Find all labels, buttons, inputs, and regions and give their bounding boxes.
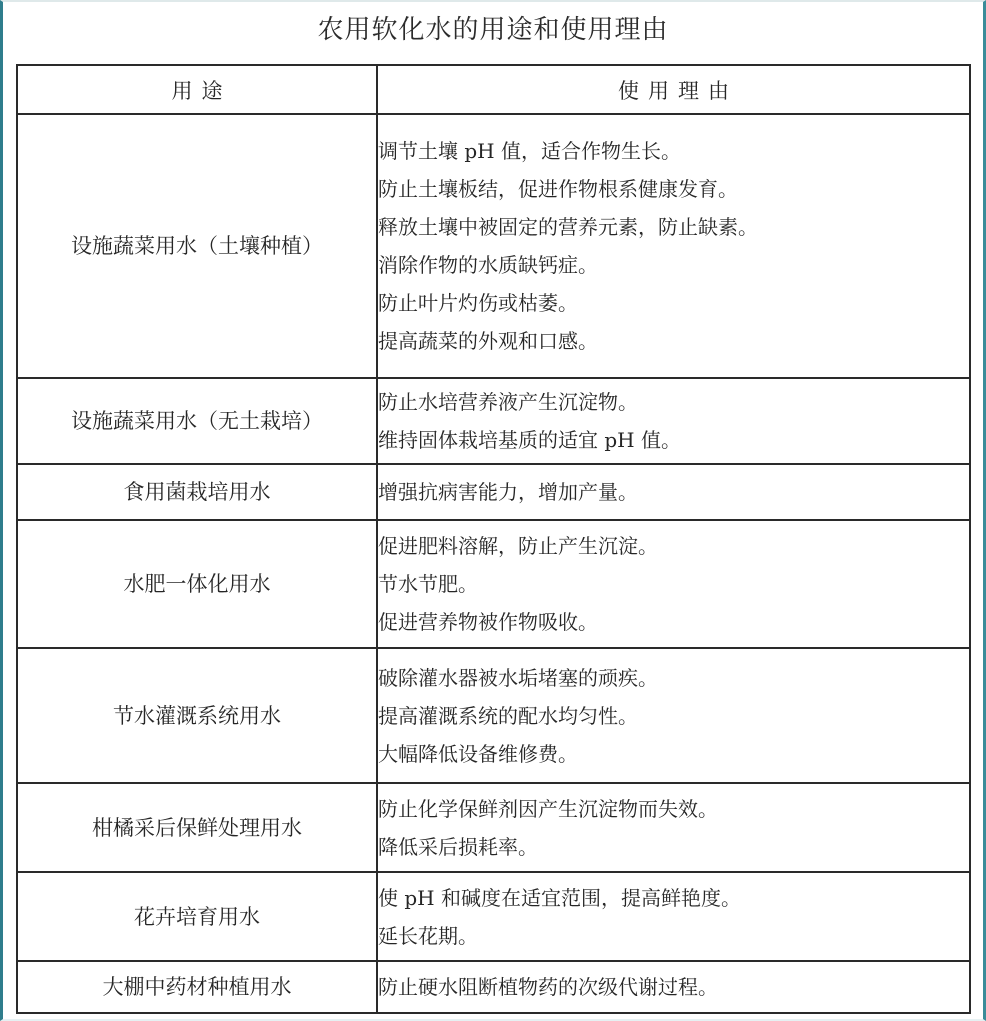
usage-table-container [16,64,969,1014]
usage-cell: 水肥一体化用水 [17,520,377,648]
reason-line: 提高灌溉系统的配水均匀性。 [378,703,638,728]
column-header-reason [377,65,970,114]
reason-line: 使 pH 和碱度在适宜范围，提高鲜艳度。 [378,885,741,910]
reason-line: 促进营养物被作物吸收。 [378,610,598,634]
reason-line: 防止土壤板结，促进作物根系健康发育。 [378,177,738,201]
table-row [17,114,970,378]
table-row [17,961,970,1013]
reason-line: 防止水培营养液产生沉淀物。 [378,390,638,414]
reason-line: 防止化学保鲜剂因产生沉淀物而失效。 [378,796,718,821]
usage-cell: 花卉培育用水 [17,872,377,961]
table-header-row [17,65,970,114]
usage-cell: 食用菌栽培用水 [17,464,377,520]
table-row [17,872,970,961]
page-title: 农用软化水的用途和使用理由 [317,15,669,45]
reason-line: 防止叶片灼伤或枯萎。 [378,291,578,315]
usage-cell: 节水灌溉系统用水 [17,648,377,783]
reason-line: 调节土壤 pH 值，适合作物生长。 [378,139,681,163]
table-row [17,648,970,783]
table-row [17,378,970,464]
table-body [17,114,970,1013]
reason-line: 促进肥料溶解，防止产生沉淀。 [378,534,658,558]
reason-cell [377,378,970,464]
reason-line: 防止硬水阻断植物药的次级代谢过程。 [378,975,718,999]
reason-cell [377,520,970,648]
column-header-usage-label: 用途 [171,78,232,103]
reason-line: 维持固体栽培基质的适宜 pH 值。 [378,428,681,452]
usage-cell: 柑橘采后保鲜处理用水 [17,783,377,872]
reason-cell [377,961,970,1013]
reason-line: 大幅降低设备维修费。 [378,741,578,766]
reason-cell [377,464,970,520]
reason-line: 延长花期。 [378,923,478,948]
usage-cell: 设施蔬菜用水（无土栽培） [17,378,377,464]
usage-reason-table [16,64,971,1014]
table-row [17,464,970,520]
reason-line: 释放土壤中被固定的营养元素，防止缺素。 [378,215,758,239]
reason-line: 提高蔬菜的外观和口感。 [378,329,598,353]
column-header-reason-label: 使用理由 [618,78,738,103]
reason-line: 破除灌水器被水垢堵塞的顽疾。 [378,665,658,690]
reason-cell [377,783,970,872]
table-row [17,783,970,872]
reason-line: 增强抗病害能力，增加产量。 [378,480,638,504]
usage-cell: 大棚中药材种植用水 [17,961,377,1013]
table-row [17,520,970,648]
reason-cell [377,114,970,378]
reason-cell [377,872,970,961]
reason-line: 降低采后损耗率。 [378,834,538,859]
reason-line: 节水节肥。 [378,572,478,596]
usage-cell: 设施蔬菜用水（土壤种植） [17,114,377,378]
table-header [17,65,970,114]
column-header-usage [17,65,377,114]
reason-cell [377,648,970,783]
reason-line: 消除作物的水质缺钙症。 [378,253,598,277]
